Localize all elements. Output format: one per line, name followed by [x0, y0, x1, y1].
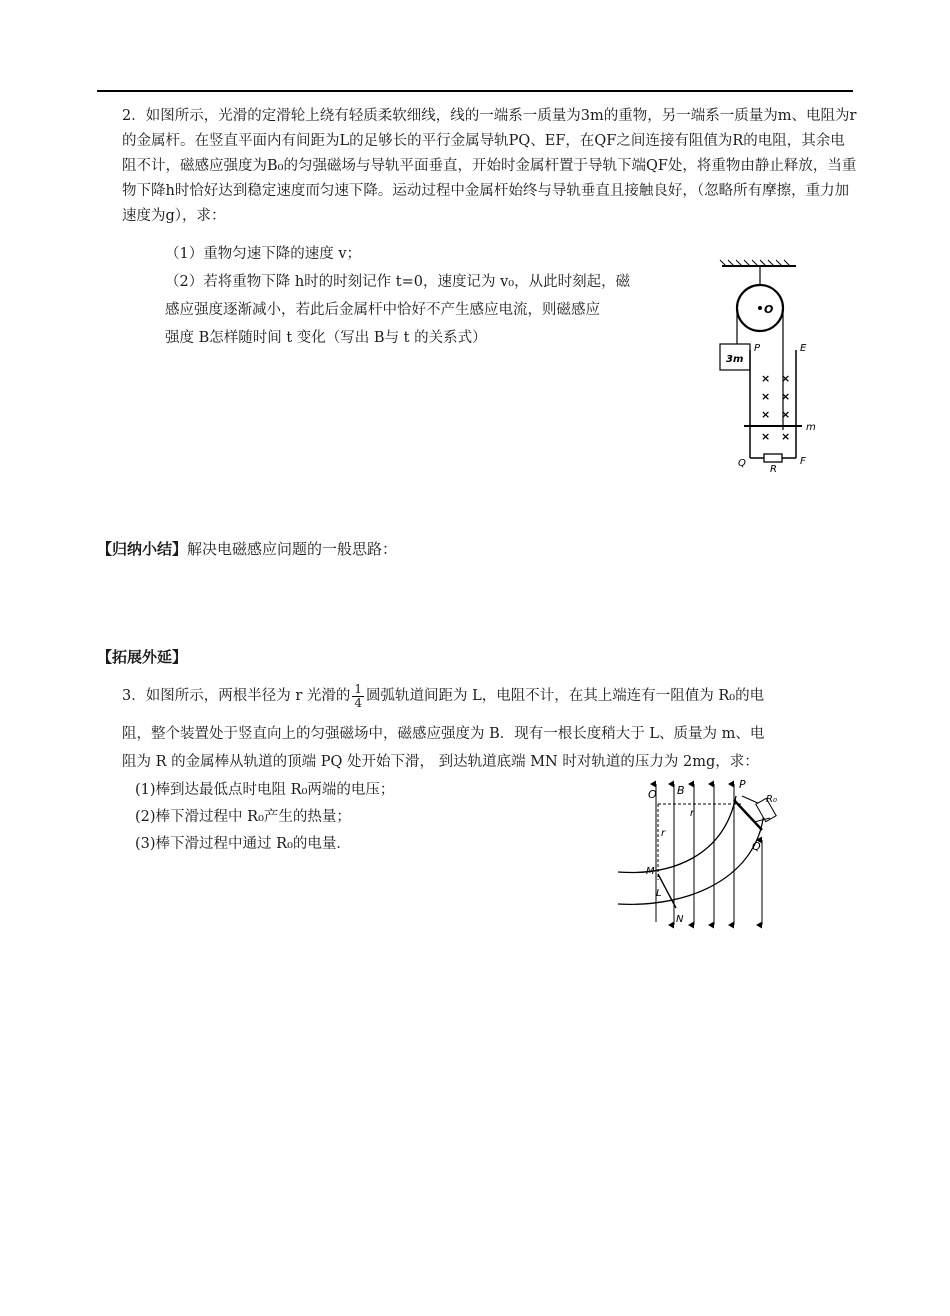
- fig3-label-N: N: [676, 914, 684, 925]
- extension-heading: 【拓展外延】: [97, 648, 188, 666]
- summary-heading: 【归纳小结】: [97, 540, 188, 558]
- fig2-cross: ×: [781, 430, 791, 443]
- q2-sub2-line2: 感应强度逐渐减小，若此后金属杆中恰好不产生感应电流，则磁感应: [165, 302, 600, 318]
- quarter-fraction: [352, 683, 364, 710]
- q2-sub2-line3: 强度 B怎样随时间 t 变化（写出 B与 t 的关系式）: [165, 330, 487, 346]
- fig2-cross: ×: [781, 390, 791, 403]
- fig2-label-P: P: [754, 343, 761, 354]
- fig2-cross: ×: [761, 372, 771, 385]
- fig3-label-r-left: r: [661, 828, 666, 839]
- q3-sub3: (3)棒下滑过程中通过 R₀的电量．: [135, 836, 351, 852]
- q2-sub1: （1）重物匀速下降的速度 v；: [165, 246, 362, 262]
- fig3-label-Q: Q: [752, 840, 761, 853]
- q3-line1-post: 圆弧轨道间距为 L，电阻不计，在其上端连有一阻值为 R₀的电: [366, 688, 765, 704]
- fig2-label-E: E: [800, 343, 807, 354]
- fraction-denominator: 4: [354, 695, 363, 710]
- fig2-cross: ×: [781, 372, 791, 385]
- q3-sub1: (1)棒到达最低点时电阻 R₀两端的电压；: [135, 782, 395, 798]
- summary-line: [97, 535, 397, 563]
- fig2-cross: ×: [781, 408, 791, 421]
- q2-paragraph: 2．如图所示，光滑的定滑轮上绕有轻质柔软细线，线的一端系一质量为3m的重物，另一端系一质量为m、电阻为r的金属杆。在竖直平面内有间距为L的足够长的平行金属导轨PQ、EF，在QF之间连接有阻值为R的电阻，其余电阻不计，磁感应强度为B₀的匀强磁场与导轨平面垂直，开始时金属杆置于导轨下端QF处，将重物由静止释放，当重物下降h时恰好达到稳定速度而匀速下降。运动过程中金属杆始终与导轨垂直且接触良好，（忽略所有摩擦，重力加速度为g），求：: [122, 108, 857, 224]
- q2-sub2-line1: （2）若将重物下降 h时的时刻记作 t=0，速度记为 v₀，从此时刻起，磁: [165, 274, 631, 290]
- fig3-label-R0: R₀: [766, 794, 777, 805]
- fig3-label-L: L: [656, 888, 662, 899]
- q3-sub2: (2)棒下滑过程中 R₀产生的热量；: [135, 809, 351, 825]
- fig2-cross: ×: [761, 430, 771, 443]
- q3-line1: [122, 678, 764, 714]
- fig2-mass-label: 3m: [726, 354, 744, 365]
- fig2-label-R: R: [770, 464, 777, 473]
- q3-line2: 阻，整个装置处于竖直向上的匀强磁场中，磁感应强度为 B．现有一根长度稍大于 L、质量为 m、电: [122, 726, 765, 742]
- q3-line1-pre: 3．如图所示，两根半径为 r 光滑的: [122, 688, 351, 704]
- q3-line3: 阻为 R 的金属棒从轨道的顶端 PQ 处开始下滑， 到达轨道底端 MN 时对轨道的压力为 2mg，求：: [122, 754, 759, 770]
- fig2-cross: ×: [761, 390, 771, 403]
- fig2-label-O: O: [764, 303, 774, 316]
- fig2-cross: ×: [761, 408, 771, 421]
- q3-arc-track-figure: [612, 772, 807, 930]
- fig3-label-P: P: [739, 778, 746, 791]
- summary-text: 解决电磁感应问题的一般思路：: [187, 540, 398, 558]
- fig2-label-m: m: [806, 422, 816, 433]
- fraction-numerator: 1: [354, 681, 363, 696]
- q2-pulley-figure: [700, 258, 830, 473]
- header-rule: [97, 90, 853, 92]
- fig3-label-r-top: r: [690, 808, 695, 819]
- fig3-label-O: O: [648, 788, 657, 801]
- fig3-label-B: B: [677, 784, 685, 797]
- fig2-label-F: F: [800, 456, 806, 467]
- fig2-label-Q: Q: [738, 458, 746, 469]
- fig3-label-M: M: [646, 866, 655, 877]
